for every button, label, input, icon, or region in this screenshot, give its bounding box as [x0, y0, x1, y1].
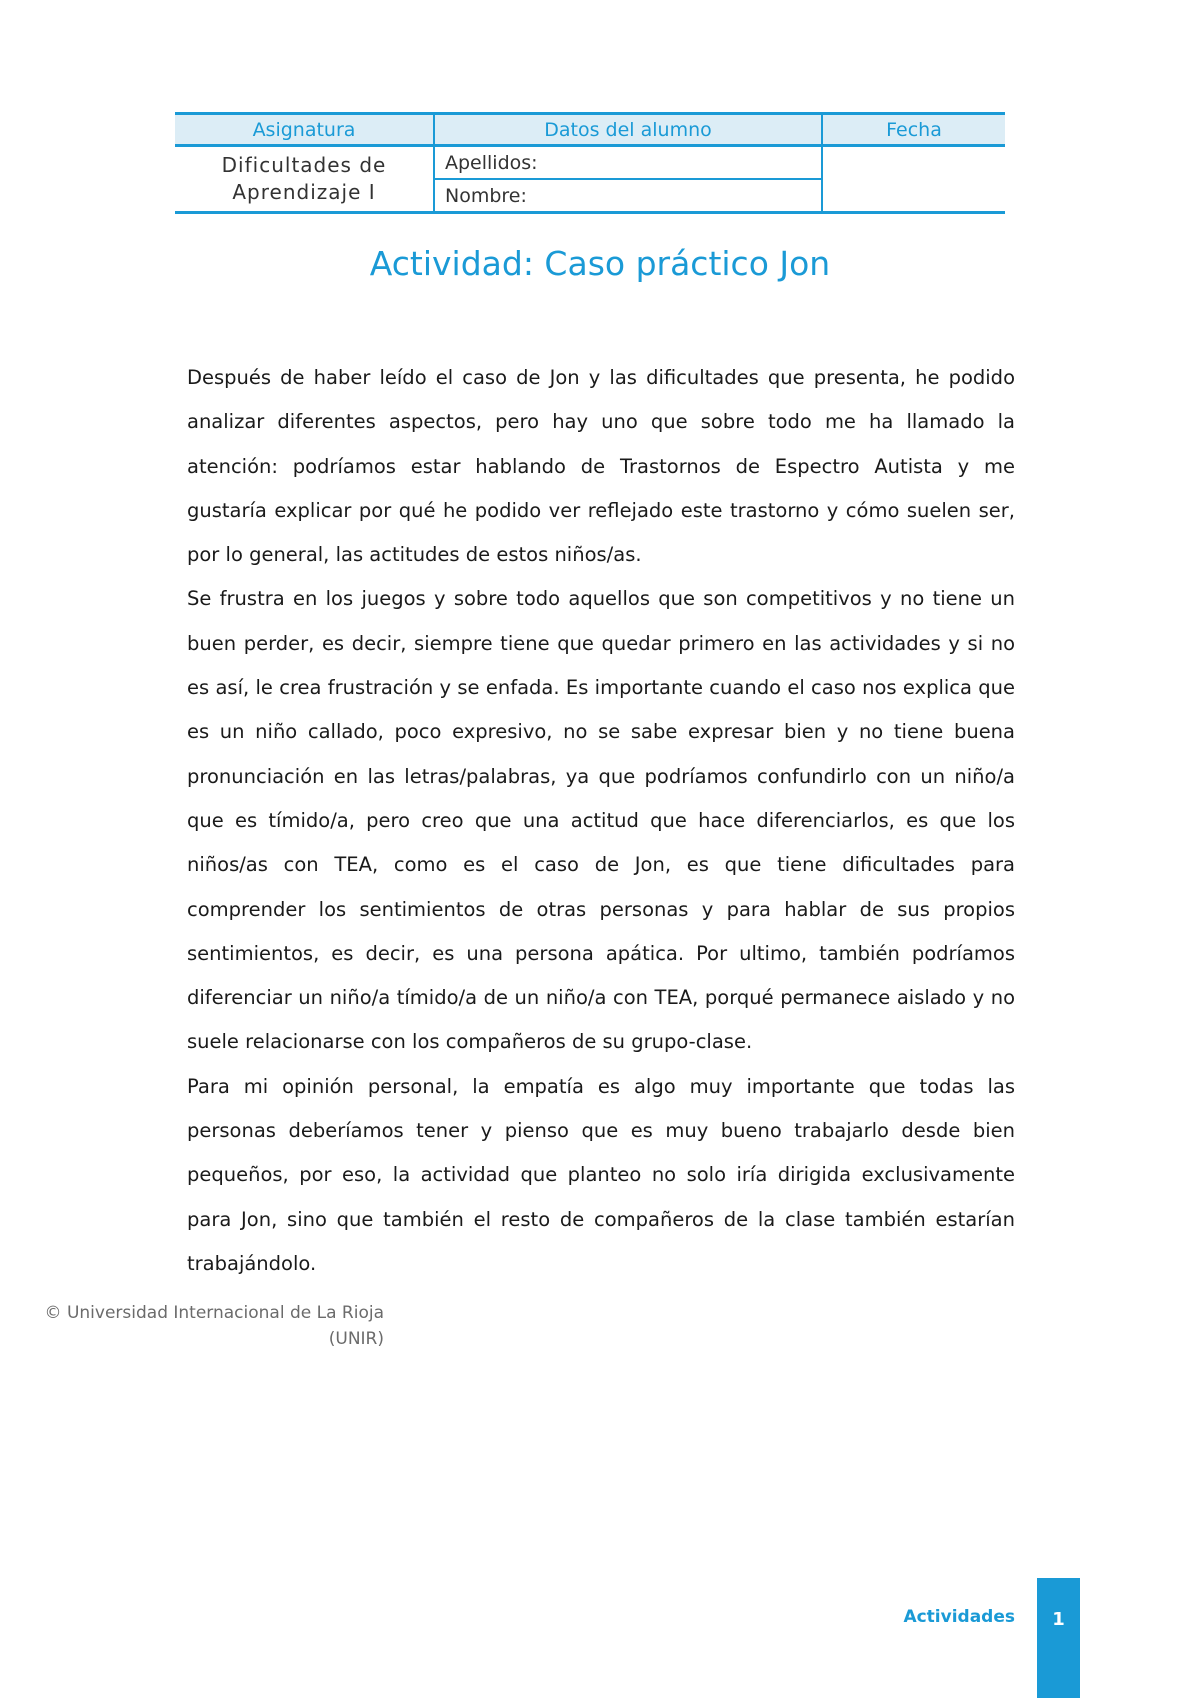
footer-section-label: Actividades [903, 1607, 1015, 1627]
document-title: Actividad: Caso práctico Jon [369, 244, 831, 283]
header-row [175, 114, 1005, 146]
subject-line-1: Dificultades de [221, 153, 387, 177]
header-datos-alumno: Datos del alumno [434, 114, 822, 146]
copyright-line-2: (UNIR) [328, 1329, 384, 1349]
subject-line-2: Aprendizaje I [232, 180, 376, 204]
copyright-line-1: © Universidad Internacional de La Rioja [44, 1303, 384, 1323]
student-row-1 [175, 146, 1005, 180]
subject-name [175, 146, 434, 213]
header-fecha: Fecha [822, 114, 1005, 146]
nombre-field: Nombre: [434, 179, 822, 213]
header-asignatura: Asignatura [175, 114, 434, 146]
fecha-value [822, 146, 1005, 213]
paragraph-3: Para mi opinión personal, la empatía es algo muy importante que todas las personas deberíamos tener y pienso que es muy bueno trabajarlo desde bien pequeños, por eso, la actividad que planteo no solo iría dirigida exclusivamente para Jon, sino que también el resto de compañeros de la clase también estarían trabajándolo. [187, 1074, 1015, 1275]
page-number-badge [1037, 1578, 1080, 1698]
document-body [187, 356, 1015, 1286]
paragraph-1: Después de haber leído el caso de Jon y las dificultades que presenta, he podido analizar diferentes aspectos, pero hay uno que sobre todo me ha llamado la atención: podríamos estar hablando de Trastornos de Espectro Autista y me gustaría explicar por qué he podido ver reflejado este trastorno y cómo suelen ser, por lo general, las actitudes de estos niños/as. [187, 366, 1015, 567]
page-number: 1 [1052, 1609, 1065, 1630]
header-table [175, 112, 1005, 214]
apellidos-field: Apellidos: [434, 146, 822, 180]
copyright-notice [36, 1300, 384, 1352]
paragraph-2: Se frustra en los juegos y sobre todo aquellos que son competitivos y no tiene un buen perder, es decir, siempre tiene que quedar primero en las actividades y si no es así, le crea frustración y se enfada. Es importante cuando el caso nos explica que es un niño callado, poco expresivo, no se sabe expresar bien y no tiene buena pronunciación en las letras/palabras, ya que podríamos confundirlo con un niño/a que es tímido/a, pero creo que una actitud que hace diferenciarlos, es que los niños/as con TEA, como es el caso de Jon, es que tiene dificultades para comprender los sentimientos de otras personas y para hablar de sus propios sentimientos, es decir, es una persona apática. Por ultimo, también podríamos diferenciar un niño/a tímido/a de un niño/a con TEA, porqué permanece aislado y no suele relacionarse con los compañeros de su grupo-clase. [187, 587, 1015, 1054]
